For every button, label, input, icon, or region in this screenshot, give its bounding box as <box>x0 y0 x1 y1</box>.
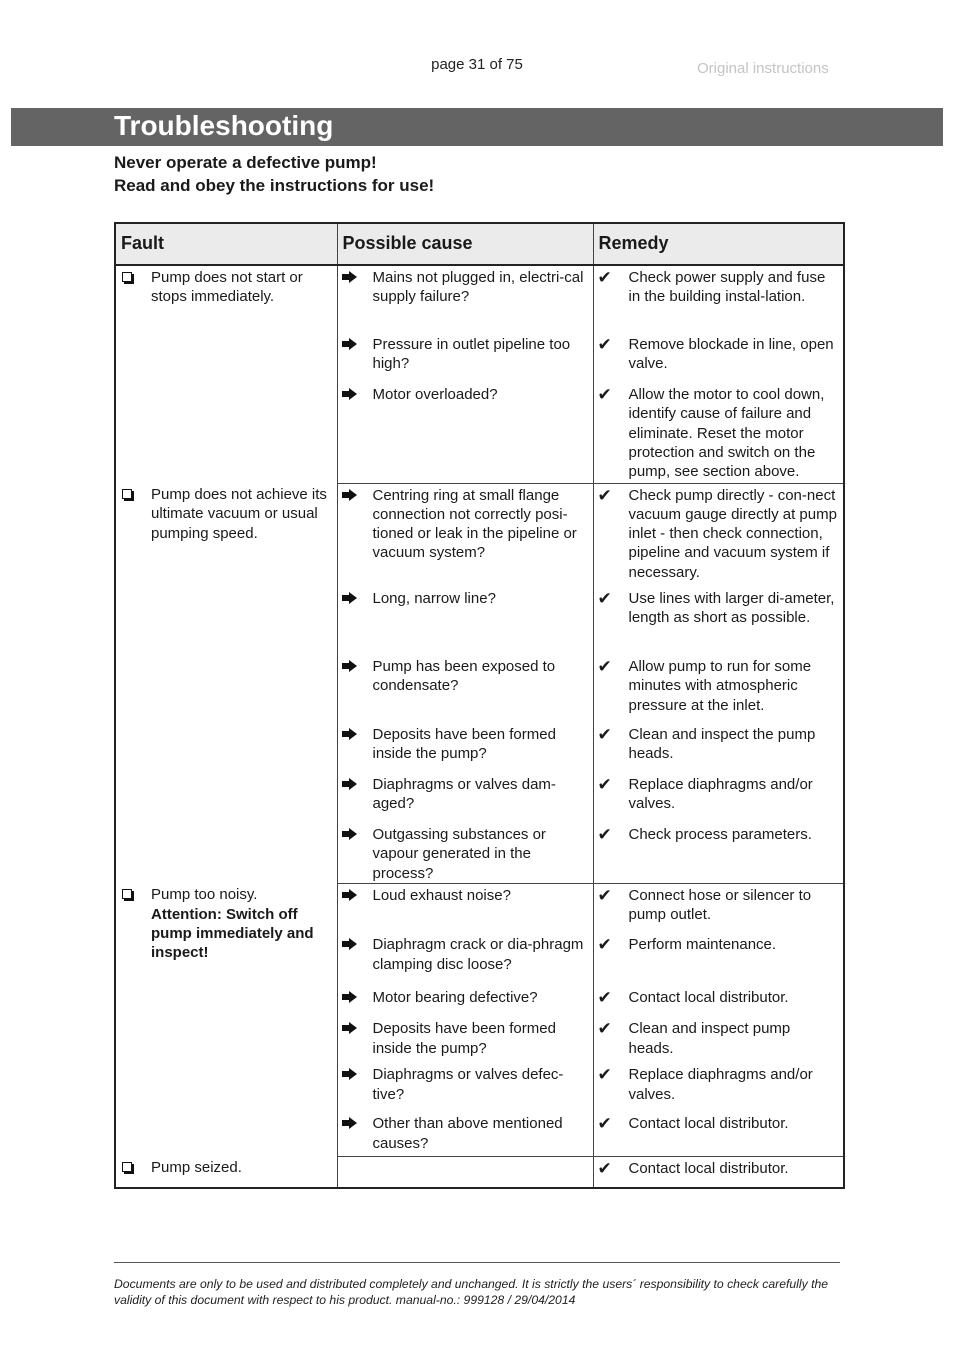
remedy-cell <box>593 383 844 483</box>
cause-text: Outgassing substances or vapour generated in the process? <box>372 826 546 882</box>
page-number: page 31 of 75 <box>431 56 523 73</box>
cause-text: Deposits have been formed inside the pump? <box>372 726 556 763</box>
cause-cell <box>337 655 593 723</box>
arrow-right-icon <box>342 1117 357 1129</box>
arrow-right-icon <box>342 592 357 604</box>
warning-line: Never operate a defective pump! <box>114 153 377 172</box>
section-title-bar <box>11 108 943 146</box>
cause-text: Motor bearing defective? <box>372 989 538 1007</box>
checkmark-icon: ✔ <box>597 725 612 744</box>
remedy-text: Clean and inspect the pump heads. <box>628 726 816 763</box>
checkmark-icon: ✔ <box>597 657 612 676</box>
checkmark-icon: ✔ <box>597 268 612 287</box>
cause-cell <box>337 587 593 655</box>
remedy-cell <box>593 265 844 333</box>
checkmark-icon: ✔ <box>597 1019 612 1039</box>
fault-cell <box>115 1156 337 1188</box>
remedy-cell <box>593 1112 844 1156</box>
footer-divider <box>114 1262 840 1263</box>
cause-cell <box>337 933 593 986</box>
arrow-right-icon <box>342 338 357 350</box>
checkmark-icon: ✔ <box>597 825 612 844</box>
troubleshooting-table <box>114 222 845 1189</box>
cause-text: Diaphragms or valves defec-tive? <box>372 1066 564 1103</box>
remedy-cell <box>593 333 844 383</box>
original-instructions-label: Original instructions <box>697 60 829 77</box>
cause-text: Motor overloaded? <box>372 386 498 403</box>
warning-block <box>114 151 434 197</box>
cause-cell <box>337 1112 593 1156</box>
cause-text: Diaphragm crack or dia-phragm clamping disc loose? <box>372 936 584 973</box>
fault-cell <box>115 883 337 1156</box>
remedy-text: Contact local distributor. <box>628 989 789 1007</box>
table-row <box>115 1156 844 1188</box>
cause-cell <box>337 1156 593 1188</box>
fault-cell <box>115 483 337 883</box>
checkmark-icon: ✔ <box>597 485 612 505</box>
header-remedy: Remedy <box>593 223 844 265</box>
cause-text: Pump has been exposed to condensate? <box>372 658 556 695</box>
cause-text: Diaphragms or valves dam-aged? <box>372 776 556 813</box>
checkmark-icon: ✔ <box>597 385 612 404</box>
arrow-right-icon <box>342 271 357 283</box>
cause-text: Centring ring at small flange connection not correctly posi-tioned or leak in the pipeline or vacuum system? <box>372 486 577 562</box>
cause-cell <box>337 883 593 933</box>
fault-emphasis: Attention: Switch off pump immediately and inspect! <box>151 905 314 962</box>
footer-note: Documents are only to be used and distributed completely and unchanged. It is strictly the users´ responsibility to check carefully the validity of this document with respect to his product. manual-no.: 999128 / 29/04/2014 <box>114 1277 829 1307</box>
checkmark-icon: ✔ <box>597 1158 612 1178</box>
cause-text: Deposits have been formed inside the pump? <box>372 1020 556 1057</box>
remedy-text: Replace diaphragms and/or valves. <box>628 1066 813 1103</box>
remedy-text: Check pump directly - con-nect vacuum gauge directly at pump inlet - then check connection, pipeline and vacuum system if necessary. <box>628 486 837 581</box>
page-title: Troubleshooting <box>114 110 334 141</box>
cause-cell <box>337 1063 593 1112</box>
table-row <box>115 483 844 587</box>
remedy-text: Check power supply and fuse in the building instal-lation. <box>628 269 826 306</box>
checkmark-icon: ✔ <box>597 1065 612 1085</box>
remedy-text: Contact local distributor. <box>628 1159 789 1177</box>
checkbox-bullet-icon <box>122 272 132 282</box>
cause-cell <box>337 823 593 883</box>
remedy-text: Use lines with larger di-ameter, length as short as possible. <box>628 590 835 627</box>
remedy-text: Allow pump to run for some minutes with atmospheric pressure at the inlet. <box>628 658 812 714</box>
checkbox-bullet-icon <box>122 489 132 499</box>
arrow-right-icon <box>342 728 357 740</box>
remedy-text: Clean and inspect pump heads. <box>628 1020 791 1057</box>
checkmark-icon: ✔ <box>597 935 612 955</box>
fault-text: Pump does not start or stops immediately. <box>151 269 303 306</box>
arrow-right-icon <box>342 388 357 400</box>
cause-cell <box>337 333 593 383</box>
remedy-text: Check process parameters. <box>628 826 812 843</box>
cause-cell <box>337 773 593 823</box>
checkmark-icon: ✔ <box>597 335 612 354</box>
cause-cell <box>337 723 593 773</box>
checkbox-bullet-icon <box>122 889 132 899</box>
remedy-cell <box>593 823 844 883</box>
header-cause: Possible cause <box>337 223 593 265</box>
remedy-text: Replace diaphragms and/or valves. <box>628 776 813 813</box>
checkmark-icon: ✔ <box>597 1114 612 1134</box>
fault-cell <box>115 265 337 483</box>
remedy-text: Allow the motor to cool down, identify cause of failure and eliminate. Reset the motor protection and switch on the pump, see section above. <box>628 386 825 481</box>
remedy-text: Connect hose or silencer to pump outlet. <box>628 886 812 924</box>
remedy-cell <box>593 986 844 1017</box>
remedy-cell <box>593 655 844 723</box>
cause-cell <box>337 483 593 587</box>
cause-text: Other than above mentioned causes? <box>372 1115 563 1152</box>
cause-cell <box>337 265 593 333</box>
header-fault: Fault <box>115 223 337 265</box>
cause-cell <box>337 1017 593 1063</box>
arrow-right-icon <box>342 1068 357 1080</box>
cause-cell <box>337 986 593 1017</box>
cause-cell <box>337 383 593 483</box>
cause-text: Loud exhaust noise? <box>372 886 511 904</box>
remedy-text: Remove blockade in line, open valve. <box>628 336 834 373</box>
table-row <box>115 265 844 333</box>
remedy-cell <box>593 773 844 823</box>
fault-text: Pump does not achieve its ultimate vacuum or usual pumping speed. <box>151 486 327 542</box>
arrow-right-icon <box>342 1022 357 1034</box>
checkmark-icon: ✔ <box>597 775 612 794</box>
arrow-right-icon <box>342 778 357 790</box>
warning-line: Read and obey the instructions for use! <box>114 176 435 195</box>
arrow-right-icon <box>342 991 357 1003</box>
cause-text: Long, narrow line? <box>372 590 496 607</box>
checkmark-icon: ✔ <box>597 885 612 905</box>
remedy-text: Contact local distributor. <box>628 1115 789 1133</box>
fault-text: Pump seized. <box>151 1159 242 1177</box>
remedy-cell <box>593 933 844 986</box>
remedy-cell <box>593 587 844 655</box>
remedy-cell <box>593 1156 844 1188</box>
cause-text: Mains not plugged in, electri-cal supply failure? <box>372 269 584 306</box>
cause-text: Pressure in outlet pipeline too high? <box>372 336 571 373</box>
arrow-right-icon <box>342 489 357 501</box>
remedy-cell <box>593 883 844 933</box>
arrow-right-icon <box>342 938 357 950</box>
checkbox-bullet-icon <box>122 1162 132 1172</box>
remedy-cell <box>593 723 844 773</box>
checkmark-icon: ✔ <box>597 988 612 1008</box>
arrow-right-icon <box>342 660 357 672</box>
arrow-right-icon <box>342 828 357 840</box>
table-row <box>115 883 844 933</box>
fault-text: Pump too noisy. <box>151 886 258 904</box>
table-header-row <box>115 223 844 265</box>
remedy-cell <box>593 483 844 587</box>
remedy-cell <box>593 1063 844 1112</box>
checkmark-icon: ✔ <box>597 589 612 608</box>
arrow-right-icon <box>342 889 357 901</box>
remedy-cell <box>593 1017 844 1063</box>
remedy-text: Perform maintenance. <box>628 936 777 954</box>
